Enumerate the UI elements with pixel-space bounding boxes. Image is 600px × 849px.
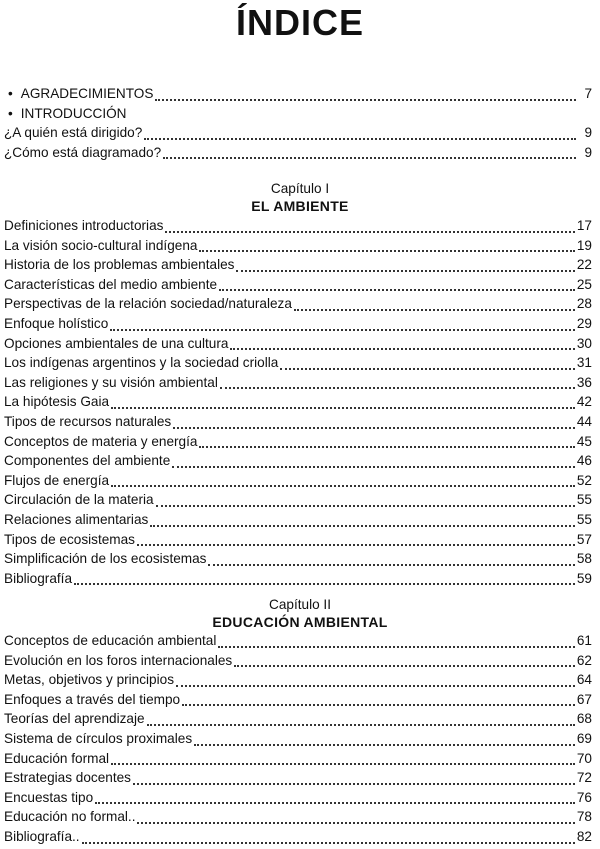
toc-entry-page: 42 xyxy=(576,394,592,410)
dot-leader xyxy=(220,387,575,389)
toc-entry-page: 7 xyxy=(584,86,592,101)
toc-entry xyxy=(4,316,592,336)
toc-entry-label: La hipótesis Gaia xyxy=(4,394,110,410)
toc-entry-page: 17 xyxy=(576,218,592,233)
dot-leader xyxy=(150,525,575,527)
toc-entry xyxy=(4,375,592,395)
toc-entry-label: Encuestas tipo xyxy=(4,789,94,805)
toc-entry-label: Bibliografía.. xyxy=(4,828,80,844)
toc-entry-label: Componentes del ambiente xyxy=(4,453,171,469)
toc-entry xyxy=(4,571,592,591)
dot-leader xyxy=(172,466,575,468)
toc-entry-page: 64 xyxy=(576,672,592,688)
toc-entry-label: Enfoque holístico xyxy=(4,315,109,331)
toc-entry-label: Enfoques a través del tiempo xyxy=(4,691,181,707)
dot-leader xyxy=(111,485,575,487)
toc-entry-page: 59 xyxy=(576,570,592,586)
toc-entry-page: 44 xyxy=(576,413,592,429)
toc-entry-page: 45 xyxy=(576,433,592,449)
toc-entry-label: Tipos de ecosistemas xyxy=(4,531,135,547)
toc-entry-page: 36 xyxy=(576,374,592,390)
toc-entry-label: ¿Cómo está diagramado? xyxy=(4,144,162,160)
toc-entry-label: La visión socio-cultural indígena xyxy=(4,237,198,253)
dot-leader xyxy=(208,564,574,566)
dot-leader xyxy=(218,646,575,648)
toc-entry-label: Teorías del aprendizaje xyxy=(4,711,145,727)
toc-entry-page: 67 xyxy=(576,691,592,707)
toc-entry xyxy=(4,277,592,297)
dot-leader xyxy=(163,157,576,159)
toc-entry xyxy=(4,394,592,414)
toc-entry xyxy=(4,551,592,571)
toc-entry xyxy=(4,414,592,434)
toc-entry-page: 57 xyxy=(576,531,592,547)
chapter-2-entries xyxy=(4,633,592,849)
dot-leader xyxy=(156,505,575,507)
toc-entry-label: ¿A quién está dirigido? xyxy=(4,125,143,141)
chapter-1-number: Capítulo I xyxy=(270,181,330,196)
toc-entry xyxy=(4,355,592,375)
dot-leader xyxy=(236,270,574,272)
toc-entry-page: 9 xyxy=(584,125,592,141)
toc-entry xyxy=(4,106,592,126)
toc-entry-label: Sistema de círculos proximales xyxy=(4,730,193,746)
dot-leader xyxy=(165,231,574,233)
toc-entry-label: Flujos de energía xyxy=(4,472,110,488)
toc-entry xyxy=(4,336,592,356)
toc-entry-page: 46 xyxy=(576,453,592,469)
dot-leader xyxy=(280,368,575,370)
chapter-2-number: Capítulo II xyxy=(269,597,331,612)
toc-entry-label: Las religiones y su visión ambiental xyxy=(4,374,218,390)
dot-leader xyxy=(176,685,575,687)
toc-entry-page: 68 xyxy=(576,711,592,727)
toc-entry-page: 72 xyxy=(576,770,592,786)
toc-entry-page: 58 xyxy=(576,551,592,567)
toc-entry-label: Los indígenas argentinos y la sociedad criolla xyxy=(4,355,279,371)
dot-leader xyxy=(147,724,575,726)
toc-entry xyxy=(4,86,592,106)
toc-entry-page: 31 xyxy=(576,355,592,371)
toc-entry-page: 22 xyxy=(576,257,592,273)
toc-entry xyxy=(4,809,592,829)
toc-entry-label: Metas, objetivos y principios xyxy=(4,672,174,688)
toc-entry-page: 19 xyxy=(576,237,592,253)
dot-leader xyxy=(199,250,574,252)
toc-entry xyxy=(4,296,592,316)
toc-entry xyxy=(4,453,592,473)
toc-entry-label: • INTRODUCCIÓN xyxy=(4,106,127,121)
toc-entry-page: 70 xyxy=(576,750,592,766)
toc-entry-label: Perspectivas de la relación sociedad/naturaleza xyxy=(4,296,292,312)
dot-leader xyxy=(110,329,575,331)
toc-entry xyxy=(4,770,592,790)
toc-entry xyxy=(4,145,592,165)
dot-leader xyxy=(137,822,574,824)
dot-leader xyxy=(199,446,574,448)
toc-entry-page: 78 xyxy=(576,809,592,825)
dot-leader xyxy=(137,544,575,546)
dot-leader xyxy=(234,665,575,667)
toc-entry-label: Características del medio ambiente xyxy=(4,276,218,292)
dot-leader xyxy=(294,309,575,311)
toc-entry-label: Educación formal xyxy=(4,750,110,766)
toc-entry-label: Relaciones alimentarias xyxy=(4,511,149,527)
toc-entry-label: Opciones ambientales de una cultura xyxy=(4,335,229,351)
front-matter-list xyxy=(4,86,592,164)
toc-entry-label: Estrategias docentes xyxy=(4,770,131,786)
toc-entry-page: 29 xyxy=(576,315,592,331)
toc-entry xyxy=(4,257,592,277)
dot-leader xyxy=(144,138,576,140)
toc-entry xyxy=(4,434,592,454)
toc-entry xyxy=(4,473,592,493)
toc-entry xyxy=(4,218,592,238)
toc-entry-page: 55 xyxy=(576,492,592,508)
toc-entry-page: 55 xyxy=(576,511,592,527)
toc-entry-label: Conceptos de educación ambiental xyxy=(4,633,217,648)
toc-entry xyxy=(4,653,592,673)
toc-entry-page: 25 xyxy=(576,276,592,292)
dot-leader xyxy=(95,802,575,804)
toc-entry-label: Bibliografía xyxy=(4,570,73,586)
dot-leader xyxy=(230,348,574,350)
toc-entry-label: Educación no formal.. xyxy=(4,809,136,825)
toc-entry-page: 52 xyxy=(576,472,592,488)
dot-leader xyxy=(182,704,575,706)
dot-leader xyxy=(111,407,575,409)
toc-entry xyxy=(4,125,592,145)
page-title: ÍNDICE xyxy=(235,2,364,43)
toc-entry xyxy=(4,492,592,512)
chapter-2-title: EDUCACIÓN AMBIENTAL xyxy=(212,614,388,630)
dot-leader xyxy=(173,427,575,429)
toc-entry xyxy=(4,512,592,532)
toc-entry xyxy=(4,238,592,258)
toc-entry-label: Historia de los problemas ambientales xyxy=(4,257,235,273)
toc-entry xyxy=(4,829,592,849)
toc-entry-page: 76 xyxy=(576,789,592,805)
toc-entry-page: 9 xyxy=(584,144,592,160)
toc-entry xyxy=(4,711,592,731)
toc-entry-page: 62 xyxy=(576,652,592,668)
toc-entry xyxy=(4,692,592,712)
dot-leader xyxy=(194,744,575,746)
dot-leader xyxy=(74,583,575,585)
toc-entry xyxy=(4,731,592,751)
toc-entry xyxy=(4,672,592,692)
toc-entry xyxy=(4,633,592,653)
toc-entry-label: Evolución en los foros internacionales xyxy=(4,652,233,668)
toc-entry-label: Circulación de la materia xyxy=(4,492,154,508)
chapter-2-header xyxy=(0,597,600,631)
dot-leader xyxy=(133,783,575,785)
toc-entry-label: Definiciones introductorias xyxy=(4,218,164,233)
chapter-1-title: EL AMBIENTE xyxy=(251,198,349,214)
toc-entry xyxy=(4,751,592,771)
toc-entry-page: 28 xyxy=(576,296,592,312)
toc-entry-label: Tipos de recursos naturales xyxy=(4,413,172,429)
toc-entry-page: 69 xyxy=(576,730,592,746)
toc-entry-page: 61 xyxy=(576,633,592,648)
toc-entry-label: • AGRADECIMIENTOS xyxy=(4,86,153,101)
dot-leader xyxy=(111,763,575,765)
dot-leader xyxy=(219,289,575,291)
toc-entry-page: 30 xyxy=(576,335,592,351)
chapter-1-header xyxy=(0,181,600,215)
toc-entry-label: Simplificación de los ecosistemas xyxy=(4,551,207,567)
dot-leader xyxy=(155,99,576,101)
toc-entry-page: 82 xyxy=(576,828,592,844)
toc-entry xyxy=(4,532,592,552)
toc-entry-label: Conceptos de materia y energía xyxy=(4,433,198,449)
dot-leader xyxy=(82,842,575,844)
chapter-1-entries xyxy=(4,218,592,590)
toc-entry xyxy=(4,790,592,810)
